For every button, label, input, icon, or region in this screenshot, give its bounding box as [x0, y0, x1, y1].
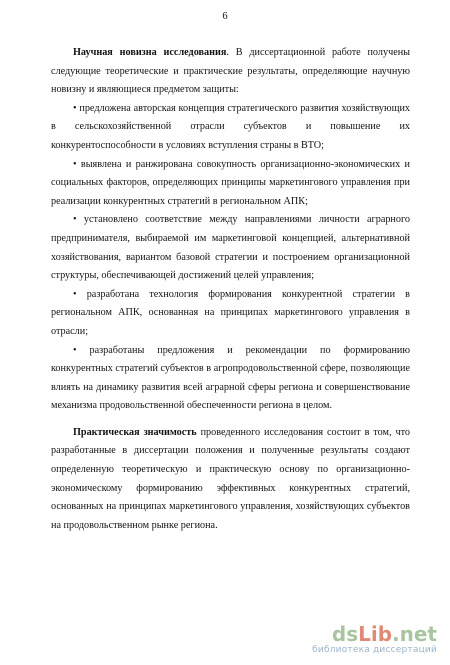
- significance-text: проведенного исследования состоит в том, что разработанные в диссертации положения и полученные результаты создают определенную теоретическую и практическую основу по организационно-экономическому формированию эффективных конкурентных стратегий, основанных на принципах маркетингового управления, хозяйствующих субъектов на продовольственном рынке региона.: [51, 426, 410, 531]
- bullet-item-3: • установлено соответствие между направлениями личности аграрного предпринимателя, выбираемой им маркетинговой концепцией, альтернативной хозяйствования, вариантом базовой стратегии и построением организационной структуры, обеспечивающей достижений целей управления;: [51, 214, 410, 282]
- watermark-subtitle: библиотека диссертаций: [312, 645, 437, 655]
- page-number: 6: [222, 11, 228, 22]
- bullet-item-1: • предложена авторская концепция стратегического развития хозяйствующих в сельскохозяйственной отрасли субъектов и повышение их конкурентоспособности в условиях вступления страны в ВТО;: [51, 102, 410, 151]
- dslib-logo: [332, 624, 437, 644]
- bullet-item-2: • выявлена и ранжирована совокупность организационно-экономических и социальных факторов, определяющих принципы маркетингового управления при реализации конкурентных стратегий в региональном АПК;: [51, 158, 410, 207]
- logo-ds: ds: [331, 622, 359, 646]
- paragraph-novelty: [51, 44, 410, 100]
- novelty-heading: Научная новизна исследования: [73, 47, 227, 58]
- paragraph-significance: [51, 424, 410, 536]
- bullet-item-4: • разработана технология формирования конкурентной стратегии в региональном АПК, основанная на принципах маркетингового управления в отрасли;: [51, 288, 410, 337]
- document-body: [51, 44, 410, 535]
- novelty-text: . В диссертационной работе получены следующие теоретические и практические результаты, определяющие научную новизну и являющиеся предметом защиты:: [51, 47, 411, 96]
- bullet-item-5: • разработаны предложения и рекомендации по формированию конкурентных стратегий субъектов в агропродовольственной сфере, позволяющие влиять на динамику развития всей аграрной сферы региона и совершенствование механизма продовольственной обеспеченности региона в целом.: [51, 344, 410, 412]
- significance-heading: Практическая значимость: [73, 426, 197, 438]
- logo-net: .net: [392, 622, 437, 646]
- dslib-watermark: [312, 624, 437, 655]
- logo-lib: Lib: [358, 622, 393, 646]
